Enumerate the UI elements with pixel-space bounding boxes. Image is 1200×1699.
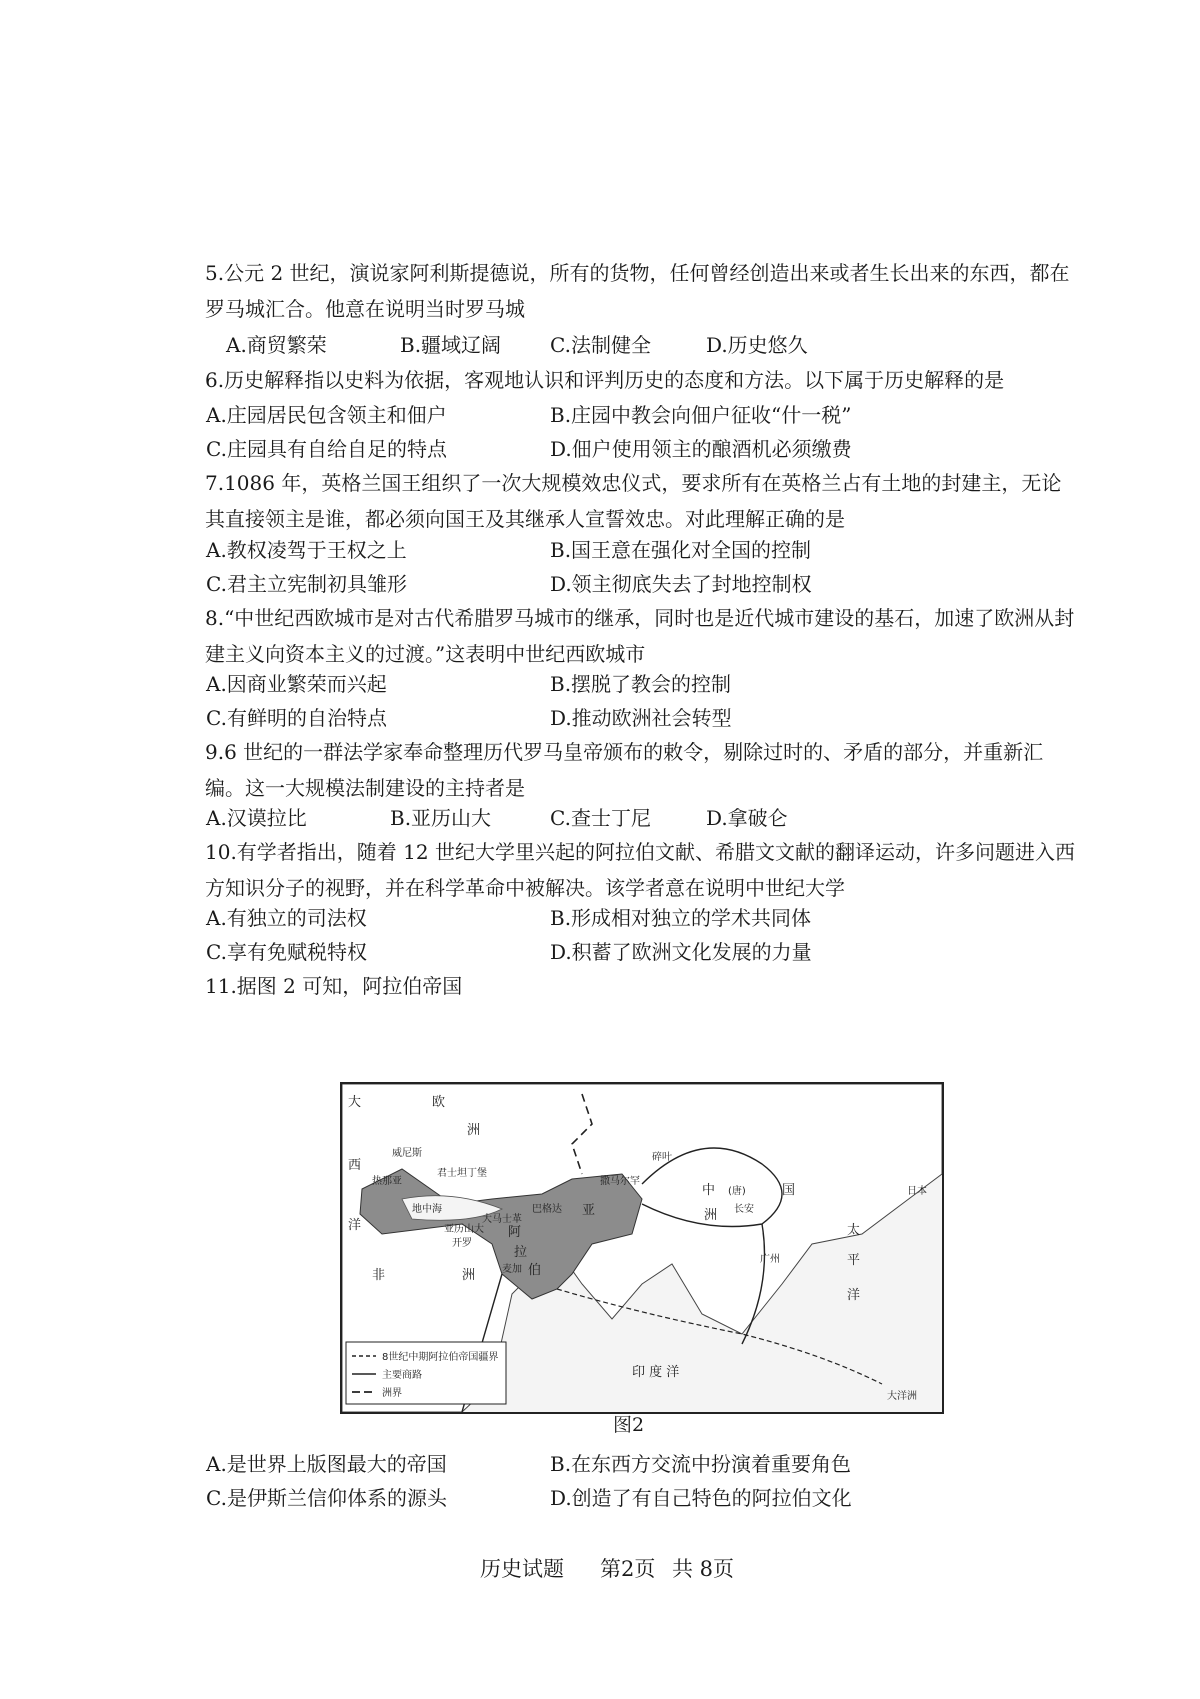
arab-empire-map <box>340 1082 944 1414</box>
q5-option-b: B.疆域辽阔 <box>400 333 502 357</box>
q7-option-d: D.领主彻底失去了封地控制权 <box>550 572 812 596</box>
map-label-oceania: 大洋洲 <box>887 1391 917 1402</box>
q5-option-c: C.法制健全 <box>550 333 651 357</box>
map-label-west-2: 洋 <box>348 1218 362 1233</box>
map-label-baghdad: 巴格达 <box>532 1204 562 1215</box>
q8-option-a: A.因商业繁荣而兴起 <box>206 672 387 696</box>
map-label-genoa: 热那亚 <box>372 1176 402 1187</box>
q9-option-c: C.查士丁尼 <box>550 806 651 830</box>
q11-option-d: D.创造了有自己特色的阿拉伯文化 <box>550 1486 852 1510</box>
map-label-damascus: 大马士革 <box>482 1214 522 1225</box>
q6-option-a: A.庄园居民包含领主和佃户 <box>206 403 447 427</box>
map-label-europe-2: 欧 <box>432 1095 446 1110</box>
map-label-guangzhou: 广州 <box>760 1254 780 1265</box>
map-label-pacific-2: 平 <box>847 1253 861 1268</box>
map-label-japan: 日本 <box>907 1186 927 1197</box>
footer-page: 第2页 <box>600 1557 656 1581</box>
q6-option-b: B.庄园中教会向佃户征收“什一税” <box>550 403 852 427</box>
map-label-arab-1: 阿 <box>508 1225 522 1240</box>
q5-option-a: A.商贸繁荣 <box>226 333 327 357</box>
map-label-samarkand: 撒马尔罕 <box>600 1176 640 1187</box>
question-11-stem: 11.据图 2 可知，阿拉伯帝国 <box>205 974 463 998</box>
map-svg <box>342 1084 942 1412</box>
question-7-stem: 7.1086 年，英格兰国王组织了一次大规模效忠仪式，要求所有在英格兰占有土地的封建主，无论其直接领主是谁，都必须向国王及其继承人宣誓效忠。对此理解正确的是 <box>205 471 1062 531</box>
map-label-west-1: 西 <box>348 1158 362 1173</box>
q11-option-a: A.是世界上版图最大的帝国 <box>206 1452 447 1476</box>
map-label-asia-1: 亚 <box>582 1203 596 1218</box>
map-label-suiye: 碎叶 <box>652 1152 672 1163</box>
map-label-europe-1: 大 <box>348 1095 362 1110</box>
map-label-pacific-3: 洋 <box>847 1288 861 1303</box>
q9-option-d: D.拿破仑 <box>706 806 788 830</box>
legend-continent-label: 洲界 <box>382 1388 402 1399</box>
legend-route-label: 主要商路 <box>382 1370 422 1381</box>
question-9-stem: 9.6 世纪的一群法学家奉命整理历代罗马皇帝颁布的敕令，剔除过时的、矛盾的部分，并重新汇编。这一大规模法制建设的主持者是 <box>205 740 1044 800</box>
map-label-africa-2: 洲 <box>462 1268 476 1283</box>
q10-option-d: D.积蓄了欧洲文化发展的力量 <box>550 940 812 964</box>
map-label-asia-2: 洲 <box>704 1208 718 1223</box>
map-label-mecca: 麦加 <box>502 1264 522 1275</box>
question-6-stem: 6.历史解释指以史料为依据，客观地认识和评判历史的态度和方法。以下属于历史解释的是 <box>205 368 1005 392</box>
q7-option-b: B.国王意在强化对全国的控制 <box>550 538 812 562</box>
q11-option-c: C.是伊斯兰信仰体系的源头 <box>206 1486 447 1510</box>
q6-option-c: C.庄园具有自给自足的特点 <box>206 437 447 461</box>
q11-option-b: B.在东西方交流中扮演着重要角色 <box>550 1452 852 1476</box>
q10-option-c: C.享有免赋税特权 <box>206 940 367 964</box>
map-label-china-1: 中 <box>702 1183 716 1198</box>
q10-option-b: B.形成相对独立的学术共同体 <box>550 906 812 930</box>
map-label-constantinople: 君士坦丁堡 <box>437 1168 487 1179</box>
question-10-stem: 10.有学者指出，随着 12 世纪大学里兴起的阿拉伯文献、希腊文文献的翻译运动，许多问题进入西方知识分子的视野，并在科学革命中被解决。该学者意在说明中世纪大学 <box>205 840 1075 900</box>
map-label-china-2: 国 <box>782 1183 796 1198</box>
q9-option-b: B.亚历山大 <box>390 806 492 830</box>
map-label-tang: (唐) <box>728 1186 746 1197</box>
map-label-arab-3: 伯 <box>528 1263 542 1278</box>
q7-option-c: C.君主立宪制初具雏形 <box>206 572 407 596</box>
question-8-stem: 8.“中世纪西欧城市是对古代希腊罗马城市的继承，同时也是近代城市建设的基石，加速了欧洲从封建主义向资本主义的过渡。”这表明中世纪西欧城市 <box>205 606 1075 666</box>
q10-option-a: A.有独立的司法权 <box>206 906 367 930</box>
footer-total: 共 8页 <box>672 1557 735 1581</box>
map-label-mediterranean: 地中海 <box>412 1204 442 1215</box>
q8-option-c: C.有鲜明的自治特点 <box>206 706 387 730</box>
q9-option-a: A.汉谟拉比 <box>206 806 307 830</box>
q6-option-d: D.佃户使用领主的酿酒机必须缴费 <box>550 437 852 461</box>
map-label-arab-2: 拉 <box>514 1245 528 1260</box>
footer-subject: 历史试题 <box>480 1557 564 1581</box>
q8-option-d: D.推动欧洲社会转型 <box>550 706 732 730</box>
q5-option-d: D.历史悠久 <box>706 333 808 357</box>
figure-caption: 图2 <box>613 1414 645 1436</box>
map-label-alexandria: 亚历山大 <box>444 1224 484 1235</box>
map-label-changan: 长安 <box>734 1204 754 1215</box>
map-label-pacific-1: 太 <box>847 1223 861 1238</box>
map-label-cairo: 开罗 <box>452 1238 472 1249</box>
q8-option-b: B.摆脱了教会的控制 <box>550 672 732 696</box>
map-label-africa-1: 非 <box>372 1268 386 1283</box>
map-label-venice: 威尼斯 <box>392 1148 422 1159</box>
question-5-stem: 5.公元 2 世纪，演说家阿利斯提德说，所有的货物，任何曾经创造出来或者生长出来的东西，都在罗马城汇合。他意在说明当时罗马城 <box>205 261 1070 321</box>
q7-option-a: A.教权凌驾于王权之上 <box>206 538 407 562</box>
legend-boundary-label: 8世纪中期阿拉伯帝国疆界 <box>382 1352 499 1363</box>
map-label-indian-ocean: 印 度 洋 <box>632 1365 680 1380</box>
map-label-europe-3: 洲 <box>467 1123 481 1138</box>
